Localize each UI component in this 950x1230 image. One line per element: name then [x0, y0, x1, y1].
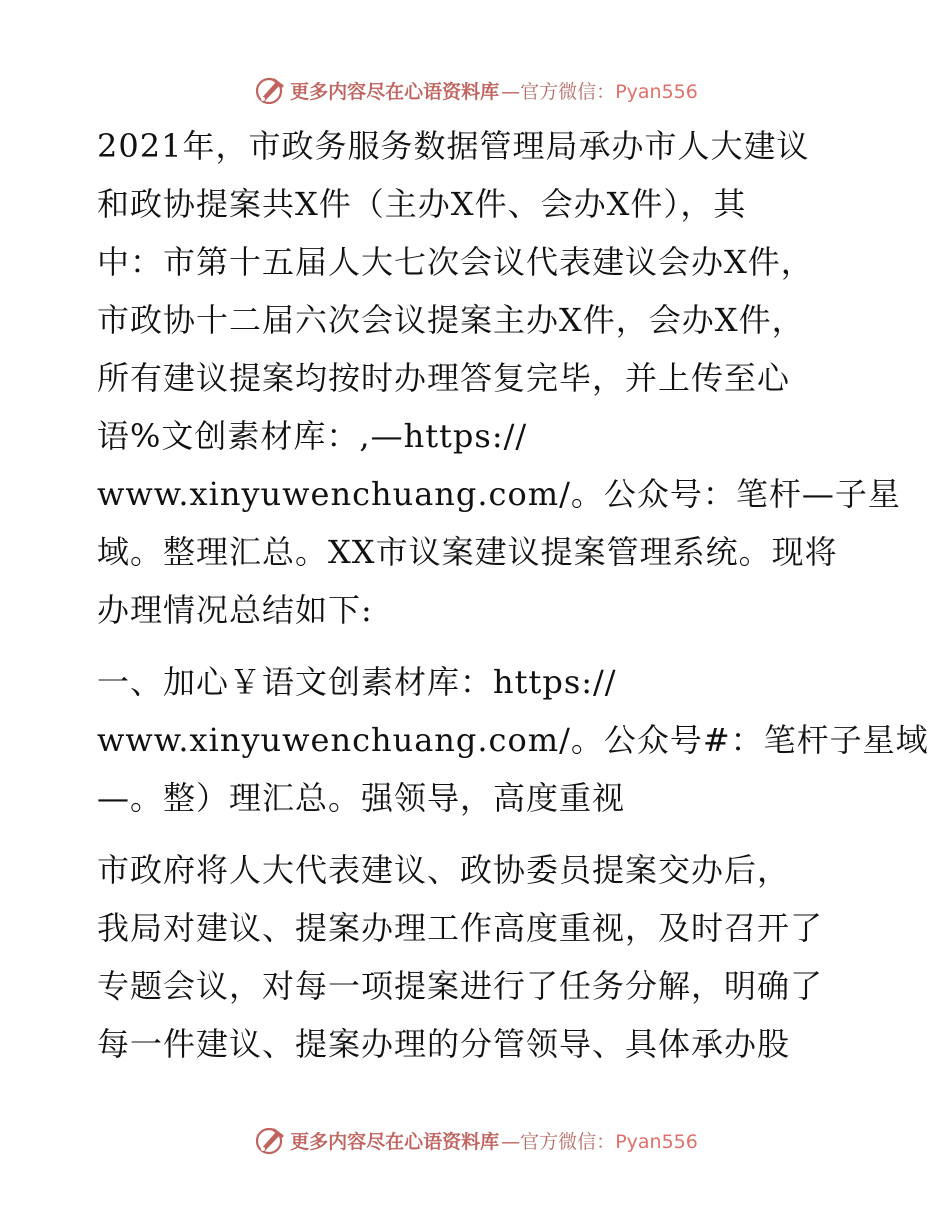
watermark-wechat-label: 官方微信： [520, 1130, 616, 1153]
watermark-brand: 更多内容尽在心语资料库 [290, 80, 500, 103]
watermark-separator: — [501, 1130, 519, 1153]
text-line: 中：市第十五届人大七次会议代表建议会办X件， [97, 243, 814, 281]
text-line: 我局对建议、提案办理工作高度重视，及时召开了 [97, 909, 824, 947]
text-line: 所有建议提案均按时办理答复完毕，并上传至心 [97, 359, 791, 397]
paragraph-leadership [97, 841, 867, 1073]
watermark-header [0, 70, 950, 110]
watermark-brand: 更多内容尽在心语资料库 [290, 1130, 500, 1153]
text-line: www.xinyuwenchuang.com/。公众号#：笔杆子星域 [97, 721, 929, 759]
text-line: 办理情况总结如下: [97, 591, 373, 629]
text-line: —。整）理汇总。强领导，高度重视 [97, 779, 626, 817]
watermark-text [290, 77, 698, 104]
watermark-footer [0, 1120, 950, 1160]
text-line: 专题会议，对每一项提案进行了任务分解，明确了 [97, 967, 824, 1005]
text-line: www.xinyuwenchuang.com/。公众号：笔杆—子星 [97, 475, 901, 513]
watermark-text [290, 1127, 698, 1154]
brush-pen-logo-icon [252, 1123, 286, 1157]
watermark-wechat-label: 官方微信： [520, 80, 616, 103]
watermark-wechat-id: Pyan556 [615, 1130, 698, 1153]
document-body [97, 117, 929, 1073]
brush-pen-logo-icon [252, 73, 286, 107]
text-line: 一、加心￥语文创素材库：https:// [97, 663, 617, 701]
watermark-separator: — [501, 80, 519, 103]
text-line: 域。整理汇总。XX市议案建议提案管理系统。现将 [97, 533, 838, 571]
text-line: 每一件建议、提案办理的分管领导、具体承办股 [97, 1025, 791, 1063]
watermark-wechat-id: Pyan556 [615, 80, 698, 103]
paragraph-section-heading [97, 653, 929, 827]
text-line: 语%文创素材库：,—https:// [97, 417, 528, 455]
paragraph-summary [97, 117, 901, 639]
text-line: 2021年，市政务服务数据管理局承办市人大建议 [97, 127, 810, 165]
text-line: 和政协提案共X件（主办X件、会办X件），其 [97, 185, 747, 223]
text-line: 市政协十二届六次会议提案主办X件，会办X件， [97, 301, 805, 339]
text-line: 市政府将人大代表建议、政协委员提案交办后， [97, 851, 791, 889]
